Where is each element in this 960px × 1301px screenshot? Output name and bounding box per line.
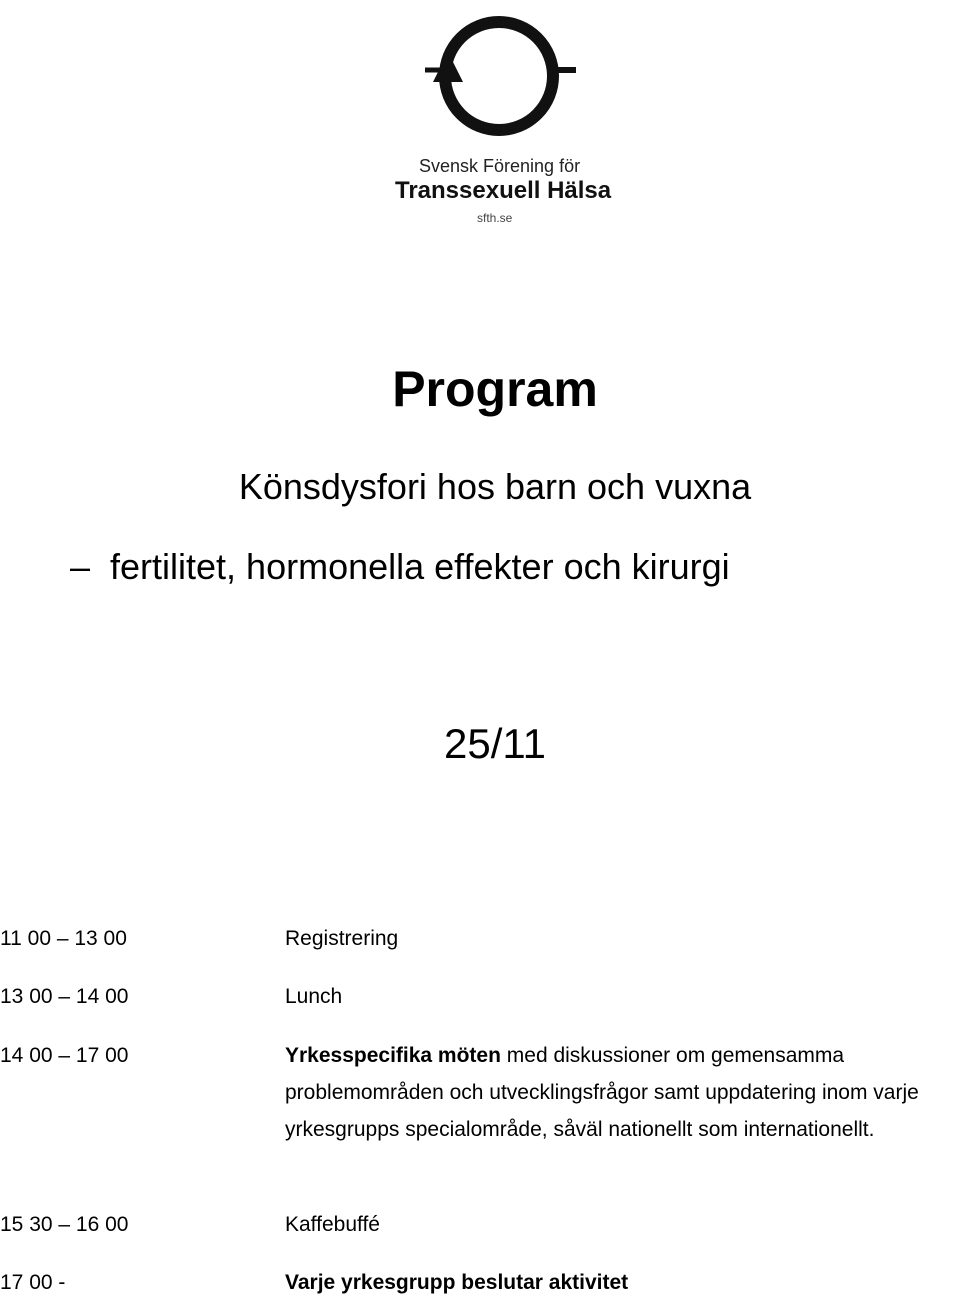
org-name-line2: Transsexuell Hälsa: [395, 177, 612, 204]
schedule-time: 14 00 – 17 00: [0, 1044, 129, 1067]
schedule-text: Kaffebuffé: [285, 1213, 380, 1236]
schedule-text: med diskussioner om gemensamma problemområden och utvecklingsfrågor samt uppdatering inom varje yrkesgrupps specialområde, såväl nationellt som internationellt.: [285, 1044, 919, 1141]
organization-logo: [395, 0, 612, 240]
schedule-time: 15 30 – 16 00: [0, 1213, 129, 1236]
subtitle-line2-text: fertilitet, hormonella effekter och kirurgi: [110, 546, 730, 587]
schedule-time: 11 00 – 13 00: [0, 927, 127, 950]
schedule-text: Lunch: [285, 985, 343, 1008]
circular-arrow-logo-icon: [411, 0, 581, 150]
subtitle: Könsdysfori hos barn och vuxna: [238, 466, 752, 507]
org-url: sfth.se: [477, 211, 513, 225]
schedule-time: 17 00 -: [0, 1271, 66, 1294]
page-title: Program: [392, 361, 598, 417]
schedule-time: 13 00 – 14 00: [0, 985, 129, 1008]
schedule-text: Registrering: [285, 927, 399, 950]
event-date: 25/11: [444, 720, 546, 767]
subtitle-dash: –: [70, 546, 91, 587]
subtitle-line2: [70, 546, 730, 588]
org-name-line1: Svensk Förening för: [419, 156, 581, 176]
schedule-bold-text: Varje yrkesgrupp beslutar aktivitet: [285, 1271, 629, 1294]
schedule-bold-text: Yrkesspecifika möten: [285, 1044, 501, 1067]
schedule-description: [285, 1037, 960, 1148]
